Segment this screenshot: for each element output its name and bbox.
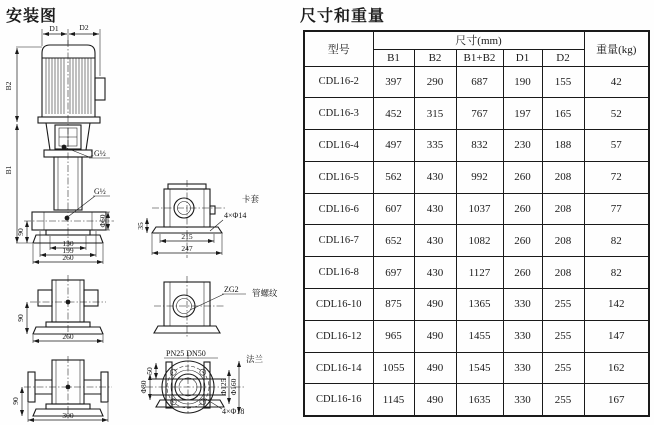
table-row xyxy=(304,225,649,257)
dim-cell: 1455 xyxy=(456,320,503,352)
thread-view xyxy=(154,276,278,338)
model-cell: CDL16-16 xyxy=(304,384,373,416)
installation-diagram-title: 安装图 xyxy=(6,8,58,25)
dim-cell: 330 xyxy=(503,384,542,416)
dim-cell: 1082 xyxy=(456,225,503,257)
dim-260-front: 260 xyxy=(62,253,74,262)
clamp-view xyxy=(136,180,260,258)
dim-90-front: 90 xyxy=(16,228,25,236)
model-cell: CDL16-12 xyxy=(304,320,373,352)
dim-50: 50 xyxy=(145,367,154,375)
col-header-b1: B1 xyxy=(373,49,414,66)
dim-cell: 1545 xyxy=(456,352,503,384)
port-label-top: 1G½ xyxy=(90,149,106,158)
dim-cell: 1037 xyxy=(456,193,503,225)
dim-cell: 42 xyxy=(584,66,649,98)
dim-d2: D2 xyxy=(79,23,89,32)
dim-cell: 52 xyxy=(584,98,649,130)
dim-cell: 335 xyxy=(414,130,456,162)
dim-cell: 430 xyxy=(414,257,456,289)
dim-300: 300 xyxy=(62,411,74,420)
dim-cell: 490 xyxy=(414,289,456,321)
dim-cell: 607 xyxy=(373,193,414,225)
table-row xyxy=(304,352,649,384)
dim-cell: 260 xyxy=(503,257,542,289)
dimensions-table xyxy=(303,30,650,417)
dim-phi60: Φ60 xyxy=(98,214,107,228)
dim-cell: 1127 xyxy=(456,257,503,289)
dim-cell: 162 xyxy=(584,352,649,384)
col-header-model: 型号 xyxy=(304,31,373,66)
dim-cell: 1365 xyxy=(456,289,503,321)
pipe-thread-label: 管螺纹 xyxy=(252,288,278,298)
dim-cell: 72 xyxy=(584,161,649,193)
table-body xyxy=(304,66,649,416)
dim-cell: 767 xyxy=(456,98,503,130)
dimensions-table-title: 尺寸和重量 xyxy=(300,8,386,25)
col-header-size-group: 尺寸(mm) xyxy=(373,31,584,49)
dim-phi160: Φ160 xyxy=(229,378,238,396)
dim-cell: 255 xyxy=(542,289,584,321)
dim-cell: 832 xyxy=(456,130,503,162)
dim-cell: 562 xyxy=(373,161,414,193)
dim-cell: 697 xyxy=(373,257,414,289)
dim-cell: 490 xyxy=(414,384,456,416)
table-row xyxy=(304,98,649,130)
dim-cell: 147 xyxy=(584,320,649,352)
dim-cell: 82 xyxy=(584,257,649,289)
pump-front-view xyxy=(4,23,114,264)
terminal-box xyxy=(95,78,105,100)
dim-cell: 430 xyxy=(414,193,456,225)
model-cell: CDL16-14 xyxy=(304,352,373,384)
flange-holes-label: 4×Φ18 xyxy=(222,407,245,416)
dim-cell: 167 xyxy=(584,384,649,416)
dim-phi80: Φ80 xyxy=(139,380,148,394)
dim-cell: 290 xyxy=(414,66,456,98)
dim-cell: 315 xyxy=(414,98,456,130)
dim-cell: 652 xyxy=(373,225,414,257)
dim-cell: 208 xyxy=(542,257,584,289)
thread-size-label: ZG2 xyxy=(224,285,239,294)
dim-215: 215 xyxy=(181,232,193,241)
dim-b2: B2 xyxy=(4,81,13,91)
col-header-b1b2: B1+B2 xyxy=(456,49,503,66)
dim-phi125: Φ125 xyxy=(219,378,228,396)
dim-90-flbase: 90 xyxy=(11,397,20,405)
dim-cell: 255 xyxy=(542,352,584,384)
dim-35: 35 xyxy=(136,222,145,230)
flange-label: 法兰 xyxy=(246,354,264,364)
dim-cell: 197 xyxy=(503,98,542,130)
table-row xyxy=(304,320,649,352)
model-cell: CDL16-10 xyxy=(304,289,373,321)
dim-cell: 497 xyxy=(373,130,414,162)
dim-d1: D1 xyxy=(49,24,59,33)
col-header-weight: 重量(kg) xyxy=(584,31,649,66)
model-cell: CDL16-8 xyxy=(304,257,373,289)
base-view-thread xyxy=(16,275,106,343)
dim-cell: 208 xyxy=(542,225,584,257)
dim-cell: 965 xyxy=(373,320,414,352)
dim-cell: 330 xyxy=(503,320,542,352)
dim-cell: 230 xyxy=(503,130,542,162)
clamp-holes-label: 4×Φ14 xyxy=(224,211,247,220)
dim-cell: 490 xyxy=(414,352,456,384)
dim-90-base: 90 xyxy=(16,314,25,322)
flange-view xyxy=(139,349,264,416)
port-label-side: G½ xyxy=(94,187,106,196)
dim-cell: 260 xyxy=(503,193,542,225)
dim-b1: B1 xyxy=(4,165,13,175)
model-cell: CDL16-7 xyxy=(304,225,373,257)
motor xyxy=(38,45,105,123)
table-row xyxy=(304,161,649,193)
dim-cell: 430 xyxy=(414,161,456,193)
dim-260-base: 260 xyxy=(62,332,74,341)
table-row xyxy=(304,193,649,225)
model-cell: CDL16-4 xyxy=(304,130,373,162)
dim-cell: 82 xyxy=(584,225,649,257)
dim-cell: 430 xyxy=(414,225,456,257)
table-row xyxy=(304,66,649,98)
dim-cell: 1055 xyxy=(373,352,414,384)
dim-cell: 155 xyxy=(542,66,584,98)
dim-cell: 255 xyxy=(542,384,584,416)
installation-diagram xyxy=(0,0,300,425)
model-cell: CDL16-2 xyxy=(304,66,373,98)
dim-cell: 397 xyxy=(373,66,414,98)
dim-199: 199 xyxy=(62,246,74,255)
dim-cell: 208 xyxy=(542,193,584,225)
dim-cell: 255 xyxy=(542,320,584,352)
dim-cell: 142 xyxy=(584,289,649,321)
dim-cell: 77 xyxy=(584,193,649,225)
dim-cell: 875 xyxy=(373,289,414,321)
flange-spec-label: PN25 DN50 xyxy=(166,349,206,358)
table-row xyxy=(304,257,649,289)
dim-cell: 1145 xyxy=(373,384,414,416)
dim-cell: 992 xyxy=(456,161,503,193)
dim-cell: 452 xyxy=(373,98,414,130)
dim-cell: 57 xyxy=(584,130,649,162)
dim-cell: 330 xyxy=(503,289,542,321)
dim-130: 130 xyxy=(62,239,74,248)
model-cell: CDL16-3 xyxy=(304,98,373,130)
clamp-label: 卡套 xyxy=(242,194,260,204)
dim-cell: 208 xyxy=(542,161,584,193)
dim-cell: 330 xyxy=(503,352,542,384)
dim-cell: 190 xyxy=(503,66,542,98)
base-view-flanged xyxy=(11,356,112,422)
col-header-d1: D1 xyxy=(503,49,542,66)
dim-cell: 188 xyxy=(542,130,584,162)
dim-247: 247 xyxy=(181,244,193,253)
col-header-d2: D2 xyxy=(542,49,584,66)
table-row xyxy=(304,289,649,321)
dim-cell: 260 xyxy=(503,225,542,257)
dim-cell: 490 xyxy=(414,320,456,352)
dim-cell: 165 xyxy=(542,98,584,130)
dim-cell: 687 xyxy=(456,66,503,98)
dim-cell: 1635 xyxy=(456,384,503,416)
table-row xyxy=(304,130,649,162)
model-cell: CDL16-5 xyxy=(304,161,373,193)
table-row xyxy=(304,384,649,416)
col-header-b2: B2 xyxy=(414,49,456,66)
model-cell: CDL16-6 xyxy=(304,193,373,225)
dim-cell: 260 xyxy=(503,161,542,193)
